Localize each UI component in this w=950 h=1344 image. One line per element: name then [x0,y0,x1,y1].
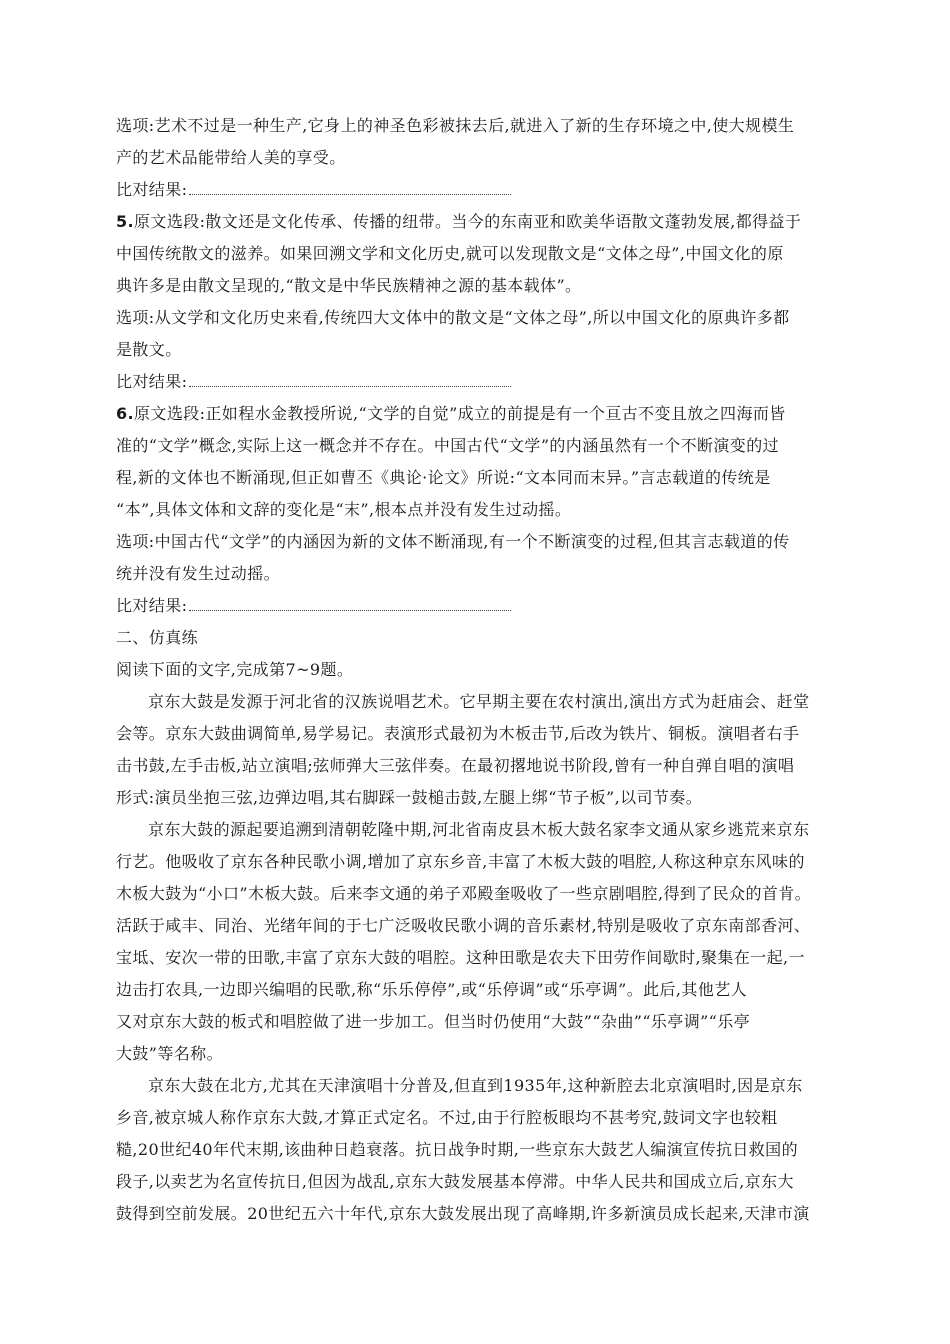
question-number: 5. [116,212,135,231]
text-line: 产的艺术品能带给人美的享受。 [116,148,346,167]
text-line: 宝坻、安次一带的田歌,丰富了京东大鼓的唱腔。这种田歌是农夫下田劳作间歇时,聚集在一起,一 [116,948,805,967]
reading-instruction: 阅读下面的文字,完成第7~9题。 [116,660,354,679]
option-text-4 [116,110,836,174]
text-line: 中国传统散文的滋养。如果回溯文学和文化历史,就可以发现散文是“文体之母”,中国文化的原 [116,244,784,263]
compare-result-4 [116,174,836,206]
text-line: 形式:演员坐抱三弦,边弹边唱,其右脚踩一鼓槌击鼓,左腿上绑“节子板”,以司节奏。 [116,788,703,807]
option-text-6 [116,526,836,590]
text-line: 鼓得到空前发展。20世纪五六十年代,京东大鼓发展出现了高峰期,许多新演员成长起来,天津市演 [116,1204,810,1223]
text-line: 统并没有发生过动摇。 [116,564,281,583]
text-line: 又对京东大鼓的板式和唱腔做了进一步加工。但当时仍使用“大鼓”“杂曲”“乐亭调”“乐亭 [116,1012,751,1031]
text-line: 程,新的文体也不断涌现,但正如曹丕《典论·论文》所说:“文本同而末异。”言志载道的传统是 [116,468,771,487]
text-line: 会等。京东大鼓曲调简单,易学易记。表演形式最初为木板击节,后改为铁片、铜板。演唱者右手 [116,724,800,743]
text-line: 原文选段:正如程水金教授所说,“文学的自觉”成立的前提是有一个亘古不变且放之四海而皆 [134,404,786,423]
text-line: 原文选段:散文还是文化传承、传播的纽带。当今的东南亚和欧美华语散文蓬勃发展,都得益于 [134,212,802,231]
question-5 [116,206,836,302]
section-heading: 二、仿真练 [116,628,199,647]
answer-blank[interactable] [189,385,511,387]
text-line: 选项:从文学和文化历史来看,传统四大文体中的散文是“文体之母”,所以中国文化的原典许多都 [116,308,790,327]
text-line: 大鼓”等名称。 [116,1044,223,1063]
text-line: 乡音,被京城人称作京东大鼓,才算正式定名。不过,由于行腔板眼均不甚考究,鼓词文字也较粗 [116,1108,778,1127]
text-line: 段子,以卖艺为名宣传抗日,但因为战乱,京东大鼓发展基本停滞。中华人民共和国成立后,京东大 [116,1172,794,1191]
compare-label: 比对结果: [116,180,188,199]
text-line: 是散文。 [116,340,182,359]
text-line: 击书鼓,左手击板,站立演唱;弦师弹大三弦伴奏。在最初撂地说书阶段,曾有一种自弹自唱的演唱 [116,756,795,775]
answer-blank[interactable] [189,609,511,611]
question-number: 6. [116,404,135,423]
text-line: 准的“文学”概念,实际上这一概念并不存在。中国古代“文学”的内涵虽然有一个不断演变的过 [116,436,780,455]
compare-label: 比对结果: [116,596,188,615]
passage-paragraph-2 [116,814,836,1070]
text-line: 边击打农具,一边即兴编唱的民歌,称“乐乐停停”,或“乐停调”或“乐亭调”。此后,其他艺人 [116,980,748,999]
question-6 [116,398,836,526]
answer-blank[interactable] [189,193,511,195]
text-line: 典许多是由散文呈现的,“散文是中华民族精神之源的基本载体”。 [116,276,582,295]
text-line: 选项:艺术不过是一种生产,它身上的神圣色彩被抹去后,就进入了新的生存环境之中,使大规模生 [116,116,795,135]
compare-result-5 [116,366,836,398]
document-body [116,110,836,1230]
compare-result-6 [116,590,836,622]
text-line: 行艺。他吸收了京东各种民歌小调,增加了京东乡音,丰富了木板大鼓的唱腔,人称这种京东风味的 [116,852,805,871]
compare-label: 比对结果: [116,372,188,391]
text-line: 糙,20世纪40年代末期,该曲种日趋衰落。抗日战争时期,一些京东大鼓艺人编演宣传抗日救国的 [116,1140,798,1159]
text-line: “本”,具体文体和文辞的变化是“末”,根本点并没有发生过动摇。 [116,500,572,519]
text-line: 京东大鼓是发源于河北省的汉族说唱艺术。它早期主要在农村演出,演出方式为赶庙会、赶堂 [148,692,810,711]
text-line: 京东大鼓的源起要追溯到清朝乾隆中期,河北省南皮县木板大鼓名家李文通从家乡逃荒来京东 [148,820,810,839]
option-text-5 [116,302,836,366]
passage-paragraph-1 [116,686,836,814]
passage-paragraph-3 [116,1070,836,1230]
text-line: 木板大鼓为“小口”木板大鼓。后来李文通的弟子邓殿奎吸收了一些京剧唱腔,得到了民众的首肯。 [116,884,812,903]
text-line: 京东大鼓在北方,尤其在天津演唱十分普及,但直到1935年,这种新腔去北京演唱时,因是京东 [148,1076,803,1095]
text-line: 活跃于咸丰、同治、光绪年间的于七广泛吸收民歌小调的音乐素材,特别是吸收了京东南部香河、 [116,916,811,935]
text-line: 选项:中国古代“文学”的内涵因为新的文体不断涌现,有一个不断演变的过程,但其言志载道的传 [116,532,790,551]
